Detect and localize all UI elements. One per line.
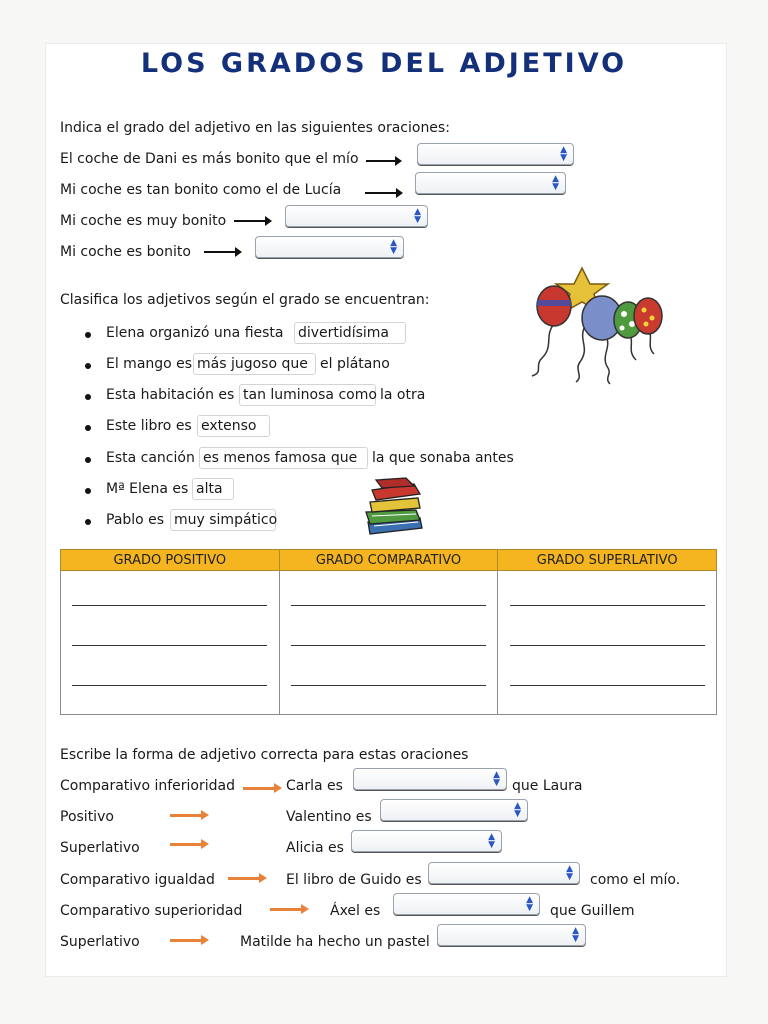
select-chevron-icon: ▲ ▼ [552,174,559,192]
form-select-3[interactable] [351,830,502,852]
table-header-superlative: GRADO SUPERLATIVO [498,550,717,571]
item-1-pre: Elena organizó una fiesta [106,325,284,341]
sentence-2: Mi coche es tan bonito como el de Lucía [60,182,342,198]
table-header-comparative: GRADO COMPARATIVO [279,550,498,571]
section2-instruction: Clasifica los adjetivos según el grado se encuentran: [60,292,430,308]
select-chevron-icon: ▲ ▼ [493,770,500,788]
adjective-chip-3[interactable]: tan luminosa como [239,384,376,406]
row-2-label: Positivo [60,809,114,825]
table-cell-comparative[interactable] [279,571,498,715]
arrow-icon [365,192,401,194]
row-5-label: Comparativo superioridad [60,903,243,919]
sentence-4: Mi coche es bonito [60,244,191,260]
bullet [85,394,91,400]
table-cell-positive[interactable] [61,571,280,715]
adjective-chip-2[interactable]: más jugoso que [193,353,316,375]
item-5-post: la que sonaba antes [372,450,514,466]
item-3-post: la otra [380,387,426,403]
bullet [85,332,91,338]
row-6-pre: Matilde ha hecho un pastel [240,934,430,950]
grade-select-4[interactable] [255,236,404,258]
item-3-pre: Esta habitación es [106,387,235,403]
select-chevron-icon: ▲ ▼ [526,895,533,913]
form-select-6[interactable] [437,924,586,946]
bullet [85,363,91,369]
item-5-pre: Esta canción [106,450,195,466]
row-5-pre: Áxel es [330,903,381,919]
section1-instruction: Indica el grado del adjetivo en las siguientes oraciones: [60,120,450,136]
adjective-chip-7[interactable]: muy simpático [170,509,276,531]
adjective-chip-6[interactable]: alta [192,478,234,500]
grade-select-1[interactable] [417,143,574,165]
row-4-post: como el mío. [590,872,681,888]
adjective-chip-5[interactable]: es menos famosa que [199,447,368,469]
row-1-pre: Carla es [286,778,343,794]
row-1-label: Comparativo inferioridad [60,778,235,794]
orange-arrow-icon [243,787,279,790]
select-chevron-icon: ▲ ▼ [566,864,573,882]
item-2-pre: El mango es [106,356,193,372]
books-illustration [362,476,428,540]
arrow-icon [366,160,400,162]
grades-table [60,549,717,715]
bullet [85,457,91,463]
table-header-positive: GRADO POSITIVO [61,550,280,571]
grade-select-3[interactable] [285,205,428,227]
form-select-4[interactable] [428,862,580,884]
form-select-1[interactable] [353,768,507,790]
item-4-pre: Este libro es [106,418,192,434]
page-title: LOS GRADOS DEL ADJETIVO [140,48,628,79]
orange-arrow-icon [170,843,206,846]
row-2-pre: Valentino es [286,809,372,825]
bullet [85,425,91,431]
select-chevron-icon: ▲ ▼ [572,926,579,944]
row-4-pre: El libro de Guido es [286,872,422,888]
select-chevron-icon: ▲ ▼ [514,801,521,819]
row-3-label: Superlativo [60,840,140,856]
row-5-post: que Guillem [550,903,635,919]
orange-arrow-icon [228,877,264,880]
select-chevron-icon: ▲ ▼ [488,832,495,850]
select-chevron-icon: ▲ ▼ [390,238,397,256]
table-cell-superlative[interactable] [498,571,717,715]
orange-arrow-icon [270,908,306,911]
sentence-3: Mi coche es muy bonito [60,213,227,229]
bullet [85,519,91,525]
select-chevron-icon: ▲ ▼ [414,207,421,225]
arrow-icon [234,220,270,222]
orange-arrow-icon [170,939,206,942]
form-select-5[interactable] [393,893,540,915]
sentence-1: El coche de Dani es más bonito que el mío [60,151,359,167]
orange-arrow-icon [170,814,206,817]
adjective-chip-1[interactable]: divertidísima [294,322,406,344]
row-4-label: Comparativo igualdad [60,872,215,888]
grade-select-2[interactable] [415,172,566,194]
item-2-post: el plátano [320,356,390,372]
item-6-pre: Mª Elena es [106,481,189,497]
row-6-label: Superlativo [60,934,140,950]
item-7-pre: Pablo es [106,512,165,528]
form-select-2[interactable] [380,799,528,821]
row-1-post: que Laura [512,778,583,794]
section3-instruction: Escribe la forma de adjetivo correcta para estas oraciones [60,747,469,763]
balloons-illustration [524,266,666,386]
arrow-icon [204,251,240,253]
adjective-chip-4[interactable]: extenso [197,415,270,437]
bullet [85,488,91,494]
select-chevron-icon: ▲ ▼ [560,145,567,163]
row-3-pre: Alicia es [286,840,344,856]
